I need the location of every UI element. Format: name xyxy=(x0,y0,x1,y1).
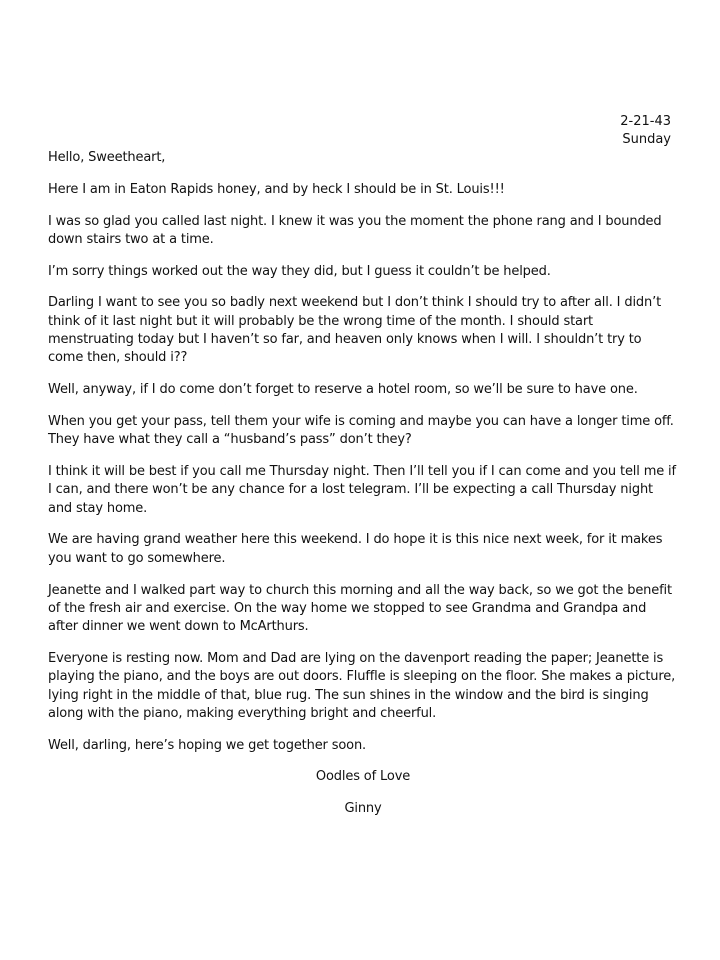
closing-block xyxy=(48,768,678,818)
paragraph: I’m sorry things worked out the way they did, but I guess it couldn’t be helped. xyxy=(48,263,551,279)
letter-body xyxy=(48,149,678,832)
closing: Oodles of Love xyxy=(315,769,411,785)
paragraph: We are having grand weather here this weekend. I do hope it is this nice next week, for it makes you want to go somewhere. xyxy=(48,532,663,566)
letter-day: Sunday xyxy=(622,132,671,147)
paragraph: When you get your pass, tell them your wife is coming and maybe you can have a longer time off. They have what they call a “husband’s pass” don’t they? xyxy=(48,413,674,448)
paragraph: Darling I want to see you so badly next weekend but I don’t think I should try to after all. I didn’t think of it last night but it will probably be the wrong time of the month. I should start menstruating today but I haven’t so far, and heaven only knows when I will. I shouldn’t try to come then, should i?? xyxy=(48,295,662,366)
letter-date: 2-21-43 xyxy=(620,114,671,129)
date-block xyxy=(620,113,671,149)
paragraph: I think it will be best if you call me Thursday night. Then I’ll tell you if I can come and you tell me if I can, and there won’t be any chance for a lost telegram. I’ll be expecting a call Thursday night and stay home. xyxy=(48,464,676,516)
paragraph: Well, anyway, if I do come don’t forget to reserve a hotel room, so we’ll be sure to have one. xyxy=(48,382,638,398)
paragraph: Everyone is resting now. Mom and Dad are lying on the davenport reading the paper; Jeanette is playing the piano, and the boys are out doors. Fluffle is sleeping on the floor. She makes a picture, lying right in the middle of that, blue rug. The sun shines in the window and the bird is singing along with the piano, making everything bright and cheerful. xyxy=(48,650,676,721)
greeting: Hello, Sweetheart, xyxy=(48,150,166,165)
paragraph: Well, darling, here’s hoping we get together soon. xyxy=(48,737,367,753)
signature: Ginny xyxy=(344,801,382,817)
paragraph: Jeanette and I walked part way to church this morning and all the way back, so we got the benefit of the fresh air and exercise. On the way home we stopped to see Grandma and Grandpa and after dinner we went down to McArthurs. xyxy=(48,582,672,635)
paragraph: Here I am in Eaton Rapids honey, and by heck I should be in St. Louis!!! xyxy=(48,181,505,197)
paragraph: I was so glad you called last night. I knew it was you the moment the phone rang and I bounded down stairs two at a time. xyxy=(48,213,662,247)
